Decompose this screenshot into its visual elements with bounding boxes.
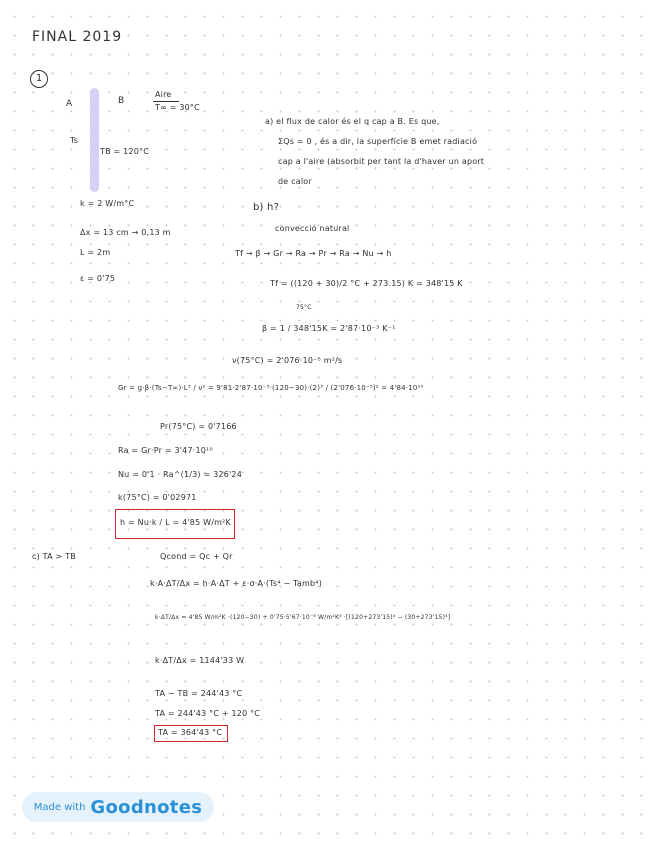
part-b-label: b) h? bbox=[253, 202, 280, 213]
part-b-method: convecció natural bbox=[275, 224, 350, 233]
part-b-beta: β = 1 / 348'15K = 2'87·10⁻³ K⁻¹ bbox=[262, 324, 396, 333]
goodnotes-badge[interactable] bbox=[22, 792, 214, 822]
label-a: A bbox=[66, 99, 73, 109]
part-b-ra: Ra = Gr·Pr = 3'47·10¹⁰ bbox=[118, 446, 213, 455]
problem-number: 1 bbox=[30, 70, 48, 88]
part-b-h: h = Nu·k / L = 4'85 W/m²K bbox=[120, 518, 231, 527]
part-b-kair: k(75°C) = 0'02971 bbox=[118, 493, 197, 502]
part-a-line2: ΣQs = 0 , és a dir, la superfície B emet radiació bbox=[278, 137, 478, 146]
part-b-gr: Gr = g·β·(Ts−T∞)·L³ / ν² = 9'81·2'87·10⁻³·(120−30)·(2)³ / (2'076·10⁻⁵)² = 4'84·10¹⁰ bbox=[118, 384, 424, 392]
part-b-tf-note: 75°C bbox=[296, 304, 312, 311]
part-c-eq1: k·A·ΔT/Δx = h·A·ΔT + ε·σ·A·(Ts⁴ − Tamb⁴) bbox=[150, 579, 323, 588]
part-c-eq4: TA − TB = 244'43 °C bbox=[155, 689, 243, 698]
data-k: k = 2 W/m°C bbox=[80, 199, 135, 208]
part-b-nu: ν(75°C) = 2'076·10⁻⁵ m²/s bbox=[232, 356, 343, 365]
badge-made-with: Made with bbox=[33, 801, 86, 813]
part-c-balance: Qcond = Qc + Qr bbox=[160, 552, 233, 561]
part-a-line4: de calor bbox=[278, 177, 312, 186]
part-a-line1: a) el flux de calor és el q cap a B. Es que, bbox=[265, 117, 440, 126]
part-c-eq2: k·ΔT/Δx = 4'85 W/m²K ·(120−30) + 0'75·5'67·10⁻⁸ W/m²K⁴ ·[(120+273'15)⁴ − (30+273'15)⁴] bbox=[155, 614, 451, 621]
badge-brand: Goodnotes bbox=[90, 796, 203, 818]
data-l: L = 2m bbox=[80, 248, 111, 257]
data-dx: Δx = 13 cm → 0,13 m bbox=[80, 228, 171, 237]
air-label: Aire bbox=[155, 90, 172, 99]
part-b-chain: Tf → β → Gr → Ra → Pr → Ra → Nu → h bbox=[235, 249, 392, 258]
part-b-nusselt: Nu = 0'1 · Ra^(1/3) = 326'24 bbox=[118, 470, 242, 479]
ts-label: Ts bbox=[70, 136, 79, 145]
part-b-tf: Tf = ((120 + 30)/2 °C + 273.15) K = 348'15 K bbox=[270, 279, 463, 288]
label-b: B bbox=[118, 96, 125, 106]
data-eps: ε = 0'75 bbox=[80, 274, 116, 283]
part-c-label: c) TA > TB bbox=[32, 552, 76, 561]
wall-shape bbox=[90, 88, 99, 192]
tb-value: TB = 120°C bbox=[100, 147, 150, 156]
part-a-line3: cap a l'aire (absorbit per tant la d'haver un aport bbox=[278, 157, 485, 166]
part-b-pr: Pr(75°C) = 0'7166 bbox=[160, 422, 237, 431]
air-underline bbox=[153, 101, 179, 102]
part-c-eq5: TA = 244'43 °C + 120 °C bbox=[155, 709, 261, 718]
t-inf: T∞ = 30°C bbox=[155, 103, 200, 112]
part-c-result: TA = 364'43 °C bbox=[158, 728, 223, 737]
page-title: FINAL 2019 bbox=[32, 29, 123, 45]
part-c-eq3: k·ΔT/Δx = 1144'33 W bbox=[155, 656, 245, 665]
